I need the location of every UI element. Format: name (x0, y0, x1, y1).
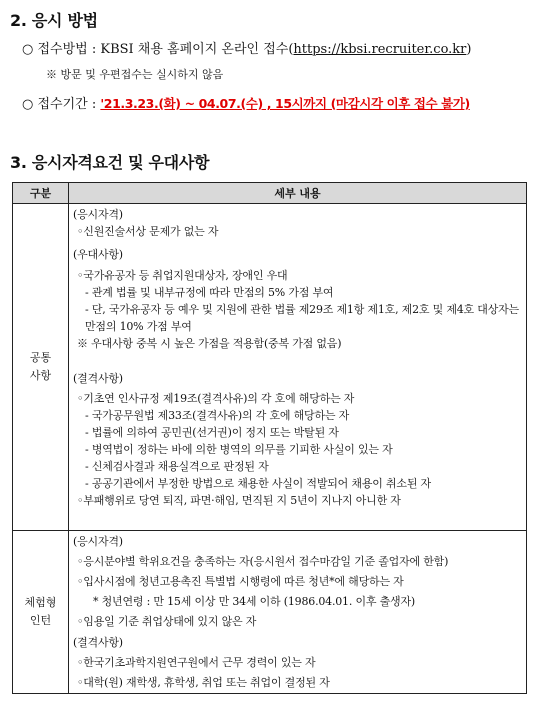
qualification-table (12, 182, 527, 694)
common-pref-note: ※ 우대사항 중복 시 높은 가점을 적용함(중복 가점 없음) (77, 337, 342, 350)
intern-details (69, 531, 527, 694)
common-disq-heading: (결격사항) (73, 372, 123, 385)
intern-qual-item: ◦입사시점에 청년고용촉진 특별법 시행령에 따른 청년*에 해당하는 자 (77, 575, 404, 588)
section-3-title: 3. 응시자격요건 및 우대사항 (10, 153, 210, 172)
common-disq-sub: - 국가공무원법 제33조(결격사유)의 각 호에 해당하는 자 (85, 409, 350, 422)
category-intern: 체험형 인턴 (13, 531, 69, 694)
header-details: 세부 내용 (69, 183, 527, 204)
common-disq-sub: - 신체검사결과 채용실격으로 판정된 자 (85, 460, 269, 473)
header-category: 구분 (13, 183, 69, 204)
recruit-site-link[interactable]: https://kbsi.recruiter.co.kr (293, 42, 467, 57)
period-value: '21.3.23.(화) ~ 04.07.(수) , 15시까지 (마감시각 이후 접수 불가) (100, 96, 470, 111)
application-method (22, 38, 471, 57)
application-period (22, 93, 470, 112)
period-label: ○ 접수기간 : (22, 97, 101, 112)
intern-disq-item: ◦대학(원) 재학생, 휴학생, 취업 또는 취업이 결정된 자 (77, 676, 330, 689)
common-pref-item: ◦국가유공자 등 취업지원대상자, 장애인 우대 (77, 269, 288, 282)
intern-qual-last: ◦임용일 기준 취업상태에 있지 않은 자 (77, 615, 257, 628)
common-pref-sub2: - 단, 국가유공자 등 예우 및 지원에 관한 법률 제29조 제1항 제1호, 제2호 및 제4호 대상자는 만점의 10% 가점 부여 (85, 303, 519, 333)
visit-mail-note: ※ 방문 및 우편접수는 실시하지 않음 (46, 68, 224, 81)
method-close: ) (466, 42, 472, 57)
common-disq-last: ◦부패행위로 당연 퇴직, 파면·해임, 면직된 지 5년이 지나지 아니한 자 (77, 494, 401, 507)
category-common: 공통 사항 (13, 204, 69, 531)
section-2-title: 2. 응시 방법 (10, 11, 98, 30)
intern-qual-heading: (응시자격) (73, 535, 123, 548)
common-disq-sub: - 공공기관에서 부정한 방법으로 채용한 사실이 적발되어 채용이 취소된 자 (85, 477, 431, 490)
common-disq-sub: - 법률에 의하여 공민권(선거권)이 정지 또는 박탈된 자 (85, 426, 339, 439)
common-disq-sub: - 병역법이 정하는 바에 의한 병역의 의무를 기피한 사실이 있는 자 (85, 443, 393, 456)
intern-disq-item: ◦한국기초과학지원연구원에서 근무 경력이 있는 자 (77, 656, 316, 669)
common-details (69, 204, 527, 531)
common-qual-heading: (응시자격) (73, 208, 123, 221)
common-disq-item: ◦기초연 인사규정 제19조(결격사유)의 각 호에 해당하는 자 (77, 392, 355, 405)
intern-disq-heading: (결격사항) (73, 636, 123, 649)
common-pref-sub1: - 관계 법률 및 내부규정에 따라 만점의 5% 가점 부여 (85, 286, 334, 299)
common-pref-heading: (우대사항) (73, 248, 123, 261)
intern-qual-item: ◦응시분야별 학위요건을 충족하는 자(응시원서 접수마감일 기준 졸업자에 한함) (77, 555, 449, 568)
method-label: ○ 접수방법 : KBSI 채용 홈페이지 온라인 접수( (22, 42, 294, 57)
intern-age-note: * 청년연령 : 만 15세 이상 만 34세 이하 (1986.04.01. 이후 출생자) (93, 595, 415, 608)
common-qual-item: ◦신원진술서상 문제가 없는 자 (77, 225, 219, 238)
